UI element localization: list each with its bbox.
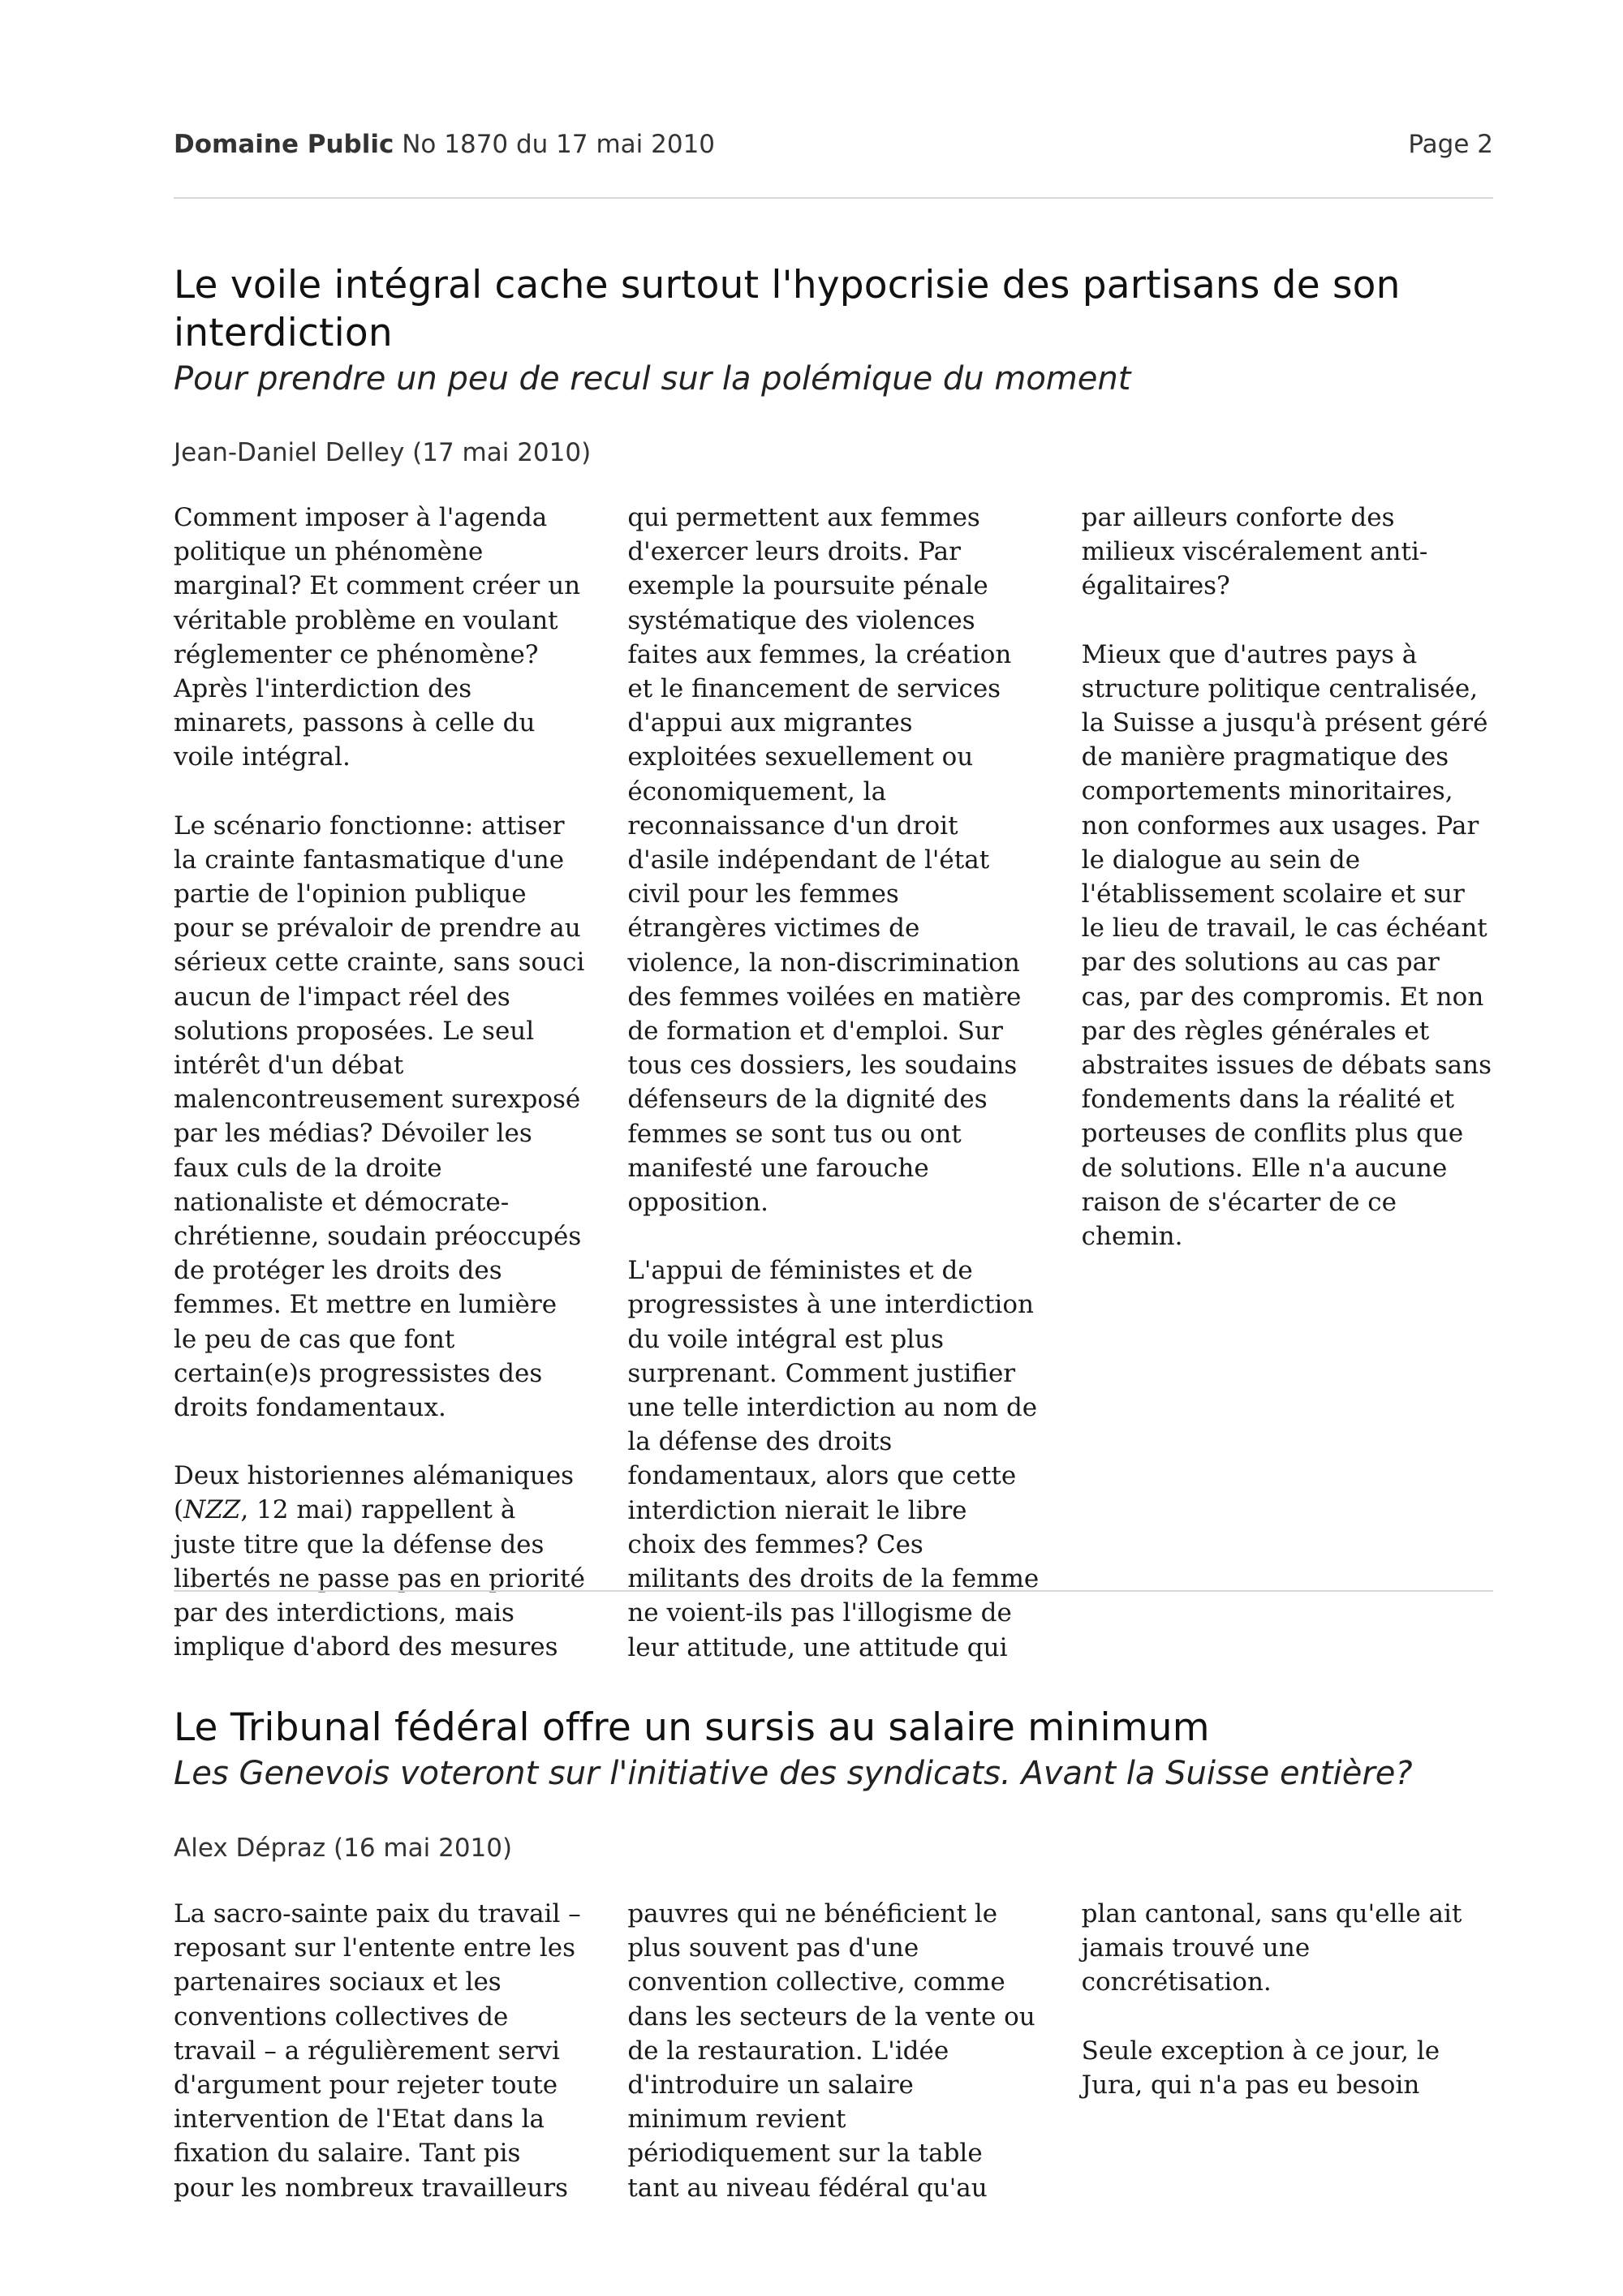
page-number: Page 2 (1408, 130, 1493, 159)
header-divider (174, 197, 1493, 199)
paragraph: Comment imposer à l'agenda politique un phénomène marginal? Et comment créer un véritable problème en voulant réglementer ce phénomène? Après l'interdiction des minarets, passons à celle du voile intégral. (174, 503, 581, 772)
publication-name: Domaine Public (174, 130, 394, 159)
article-subtitle: Les Genevois voteront sur l'initiative des syndicats. Avant la Suisse entière? (174, 1755, 1413, 1792)
article-body (174, 1897, 1493, 2205)
article-salaire-minimum (174, 1704, 1493, 2203)
paragraph-text: Deux historiennes alémaniques ( (174, 1461, 575, 1525)
issue-info: No 1870 du 17 mai 2010 (402, 130, 716, 159)
citation-source: NZZ (183, 1495, 241, 1525)
page-header (174, 130, 1493, 169)
article-voile-integral (174, 261, 1493, 1662)
paragraph: Seule exception à ce jour, le Jura, qui n'a pas eu besoin (1081, 2036, 1440, 2100)
article-title: Le voile intégral cache surtout l'hypocrisie des partisans de son interdiction (174, 263, 1401, 355)
article-divider (174, 1590, 1493, 1592)
paragraph: La sacro-sainte paix du travail – reposant sur l'entente entre les partenaires sociaux et les conventions collectives de travail – a régulièrement servi d'argument pour rejeter toute intervention de l'Etat dans la fixation du salaire. Tant pis pour les nombreux travailleurs pauvres qui ne bénéficient le plus souvent pas d'une convention collective, comme dans les secteurs de la vente ou de la restauration. L'idée d'introduire un salaire minimum revient périodiquement sur la table tant au niveau fédéral qu'au plan cantonal, sans qu'elle ait jamais trouvé une concrétisation. (174, 1899, 1462, 2203)
paragraph: Mieux que d'autres pays à structure politique centralisée, la Suisse a jusqu'à présent géré de manière pragmatique des comportements minoritaires, non conformes aux usages. Par le dialogue au sein de l'établissement scolaire et sur le lieu de travail, le cas échéant par des solutions au cas par cas, par des compromis. Et non par des règles générales et abstraites issues de débats sans fondements dans la réalité et porteuses de conflits plus que de solutions. Elle n'a aucune raison de s'écarter de ce chemin. (1081, 639, 1492, 1252)
article-body (174, 501, 1493, 1669)
article-byline: Alex Dépraz (16 mai 2010) (174, 1834, 513, 1863)
paragraph: L'appui de féministes et de progressistes à une interdiction du voile intégral est plus surprenant. Comment justifier une telle interdiction au nom de la défense des droits fondamentaux, alors que cette interdiction nierait le libre choix des femmes? Ces militants des droits de la femme ne voient-ils pas l'illogisme de leur attitude, une attitude qui par ailleurs conforte des milieux viscéralement anti-égalitaires? (627, 503, 1428, 1662)
article-byline: Jean-Daniel Delley (17 mai 2010) (174, 438, 592, 467)
article-title: Le Tribunal fédéral offre un sursis au salaire minimum (174, 1705, 1210, 1750)
paragraph-text: , 12 mai) rappellent à juste titre que la défense des libertés ne passe pas en priorité par des interdictions, mais implique d'abord des mesures qui permettent aux femmes d'exercer leurs droits. Par exemple la poursuite pénale systématique des violences faites aux femmes, la création et le financement de services d'appui aux migrantes exploitées sexuellement ou économiquement, la reconnaissance d'un droit d'asile indépendant de l'état civil pour les femmes étrangères victimes de violence, la non-discrimination des femmes voilées en matière de formation et d'emploi. Sur tous ces dossiers, les soudains défenseurs de la dignité des femmes se sont tus ou ont manifesté une farouche opposition. (174, 503, 1022, 1662)
article-subtitle: Pour prendre un peu de recul sur la polémique du moment (174, 360, 1131, 398)
paragraph: Le scénario fonctionne: attiser la crainte fantasmatique d'une partie de l'opinion publique pour se prévaloir de prendre au sérieux cette crainte, sans souci aucun de l'impact réel des solutions proposées. Le seul intérêt d'un débat malencontreusement surexposé par les médias? Dévoiler les faux culs de la droite nationaliste et démocrate-chrétienne, soudain préoccupés de protéger les droits des femmes. Et mettre en lumière le peu de cas que font certain(e)s progressistes des droits fondamentaux. (174, 810, 585, 1423)
